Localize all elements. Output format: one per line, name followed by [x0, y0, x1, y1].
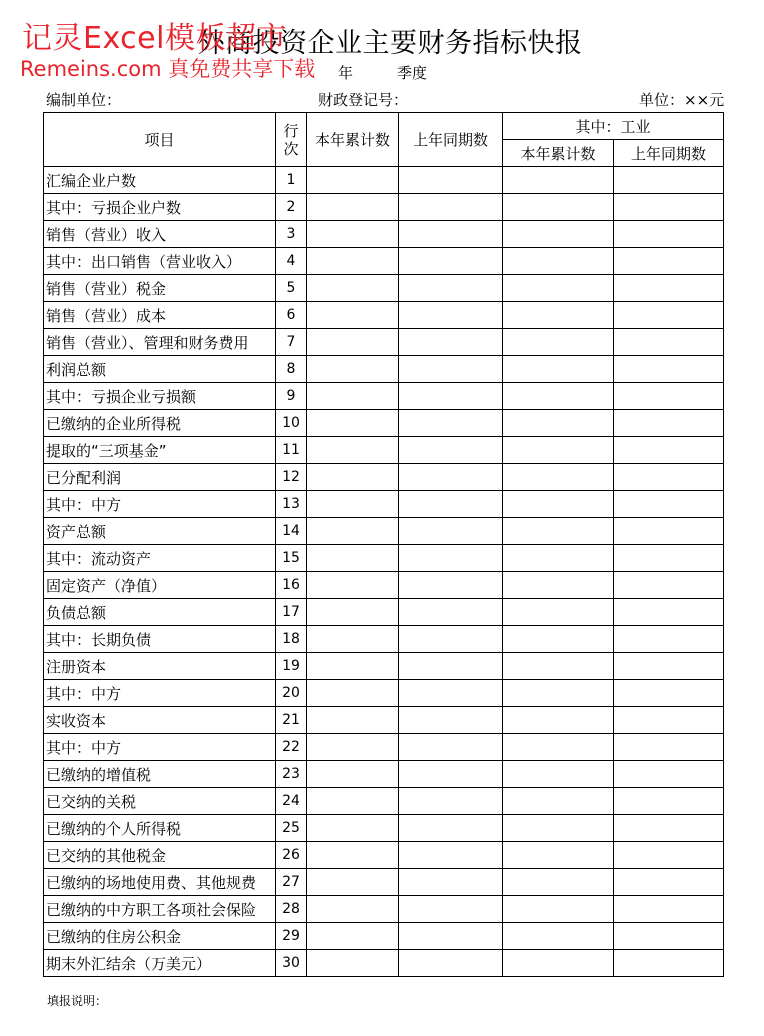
watermark-line2: Remeins.com 真免费共享下载	[20, 57, 316, 81]
value-industry-cumulative-cell[interactable]	[503, 815, 614, 842]
table-row	[44, 653, 724, 680]
value-prev-period-cell[interactable]	[399, 680, 503, 707]
value-industry-prev-period-cell[interactable]	[614, 788, 724, 815]
table-row	[44, 950, 724, 977]
row-line-number: 19	[276, 653, 307, 680]
value-industry-cumulative-cell[interactable]	[503, 896, 614, 923]
value-industry-cumulative-cell[interactable]	[503, 329, 614, 356]
value-industry-prev-period-cell[interactable]	[614, 572, 724, 599]
row-line-number: 28	[276, 896, 307, 923]
table-row	[44, 680, 724, 707]
row-label: 销售（营业）税金	[44, 275, 276, 302]
row-label: 提取的“三项基金”	[44, 437, 276, 464]
value-industry-prev-period-cell[interactable]	[614, 950, 724, 977]
value-industry-cumulative-cell[interactable]	[503, 545, 614, 572]
value-cumulative-cell[interactable]	[307, 761, 399, 788]
value-industry-cumulative-cell[interactable]	[503, 842, 614, 869]
value-cumulative-cell[interactable]	[307, 356, 399, 383]
value-prev-period-cell[interactable]	[399, 491, 503, 518]
value-industry-prev-period-cell[interactable]	[614, 680, 724, 707]
row-label: 已交纳的关税	[44, 788, 276, 815]
row-line-number: 27	[276, 869, 307, 896]
value-industry-cumulative-cell[interactable]	[503, 950, 614, 977]
row-label: 其中：长期负债	[44, 626, 276, 653]
table-row	[44, 302, 724, 329]
row-label: 负债总额	[44, 599, 276, 626]
value-prev-period-cell[interactable]	[399, 599, 503, 626]
value-cumulative-cell[interactable]	[307, 302, 399, 329]
value-prev-period-cell[interactable]	[399, 464, 503, 491]
value-industry-cumulative-cell[interactable]	[503, 410, 614, 437]
row-line-number: 30	[276, 950, 307, 977]
unit-org-label: 编制单位：	[46, 91, 122, 109]
row-label: 汇编企业户数	[44, 167, 276, 194]
value-industry-prev-period-cell[interactable]	[614, 410, 724, 437]
table-row	[44, 491, 724, 518]
row-label: 已缴纳的住房公积金	[44, 923, 276, 950]
value-industry-cumulative-cell[interactable]	[503, 275, 614, 302]
value-prev-period-cell[interactable]	[399, 545, 503, 572]
header-item: 项目	[44, 113, 276, 167]
row-label: 已交纳的其他税金	[44, 842, 276, 869]
value-industry-prev-period-cell[interactable]	[614, 653, 724, 680]
value-industry-cumulative-cell[interactable]	[503, 653, 614, 680]
table-row	[44, 923, 724, 950]
value-cumulative-cell[interactable]	[307, 707, 399, 734]
row-line-number: 20	[276, 680, 307, 707]
value-cumulative-cell[interactable]	[307, 437, 399, 464]
row-label: 其中：中方	[44, 491, 276, 518]
value-industry-prev-period-cell[interactable]	[614, 545, 724, 572]
header-prev-period: 上年同期数	[399, 113, 503, 167]
value-prev-period-cell[interactable]	[399, 869, 503, 896]
value-prev-period-cell[interactable]	[399, 653, 503, 680]
row-label: 已缴纳的个人所得税	[44, 815, 276, 842]
value-cumulative-cell[interactable]	[307, 653, 399, 680]
row-line-number: 7	[276, 329, 307, 356]
value-prev-period-cell[interactable]	[399, 923, 503, 950]
row-label: 其中：出口销售（营业收入）	[44, 248, 276, 275]
value-prev-period-cell[interactable]	[399, 437, 503, 464]
value-industry-cumulative-cell[interactable]	[503, 383, 614, 410]
reg-no-label: 财政登记号：	[318, 91, 409, 109]
header-cumulative: 本年累计数	[307, 113, 399, 167]
row-label: 固定资产（净值）	[44, 572, 276, 599]
row-label: 资产总额	[44, 518, 276, 545]
value-prev-period-cell[interactable]	[399, 410, 503, 437]
value-cumulative-cell[interactable]	[307, 194, 399, 221]
row-label: 其中：中方	[44, 734, 276, 761]
table-row	[44, 167, 724, 194]
row-label: 已分配利润	[44, 464, 276, 491]
table-row	[44, 410, 724, 437]
value-prev-period-cell[interactable]	[399, 356, 503, 383]
table-row	[44, 896, 724, 923]
row-label: 期末外汇结余（万美元）	[44, 950, 276, 977]
value-industry-prev-period-cell[interactable]	[614, 248, 724, 275]
table-row	[44, 626, 724, 653]
currency-unit-label: 单位：××元	[639, 91, 725, 109]
table-row	[44, 518, 724, 545]
table-row	[44, 194, 724, 221]
value-industry-prev-period-cell[interactable]	[614, 491, 724, 518]
value-industry-cumulative-cell[interactable]	[503, 464, 614, 491]
value-cumulative-cell[interactable]	[307, 680, 399, 707]
value-industry-prev-period-cell[interactable]	[614, 437, 724, 464]
value-industry-prev-period-cell[interactable]	[614, 707, 724, 734]
row-line-number: 15	[276, 545, 307, 572]
row-line-number: 8	[276, 356, 307, 383]
value-industry-prev-period-cell[interactable]	[614, 518, 724, 545]
table-row	[44, 221, 724, 248]
value-prev-period-cell[interactable]	[399, 302, 503, 329]
value-industry-cumulative-cell[interactable]	[503, 572, 614, 599]
row-line-number: 16	[276, 572, 307, 599]
value-industry-cumulative-cell[interactable]	[503, 194, 614, 221]
row-label: 实收资本	[44, 707, 276, 734]
table-row	[44, 248, 724, 275]
value-industry-prev-period-cell[interactable]	[614, 329, 724, 356]
row-label: 其中：中方	[44, 680, 276, 707]
table-row	[44, 545, 724, 572]
row-label: 其中：亏损企业亏损额	[44, 383, 276, 410]
value-industry-prev-period-cell[interactable]	[614, 842, 724, 869]
table-row	[44, 842, 724, 869]
row-label: 其中：流动资产	[44, 545, 276, 572]
row-line-number: 14	[276, 518, 307, 545]
value-prev-period-cell[interactable]	[399, 518, 503, 545]
row-line-number: 2	[276, 194, 307, 221]
value-cumulative-cell[interactable]	[307, 410, 399, 437]
value-industry-cumulative-cell[interactable]	[503, 491, 614, 518]
row-line-number: 4	[276, 248, 307, 275]
value-prev-period-cell[interactable]	[399, 194, 503, 221]
value-industry-prev-period-cell[interactable]	[614, 923, 724, 950]
value-cumulative-cell[interactable]	[307, 221, 399, 248]
table-row	[44, 329, 724, 356]
value-industry-cumulative-cell[interactable]	[503, 518, 614, 545]
value-cumulative-cell[interactable]	[307, 734, 399, 761]
header-industry-cumulative: 本年累计数	[503, 140, 614, 167]
year-label: 年	[338, 64, 354, 82]
table-row	[44, 815, 724, 842]
value-industry-prev-period-cell[interactable]	[614, 896, 724, 923]
value-cumulative-cell[interactable]	[307, 329, 399, 356]
row-line-number: 17	[276, 599, 307, 626]
value-cumulative-cell[interactable]	[307, 923, 399, 950]
table-row	[44, 383, 724, 410]
quarter-label: 季度	[397, 64, 428, 82]
row-line-number: 24	[276, 788, 307, 815]
value-cumulative-cell[interactable]	[307, 599, 399, 626]
header-industry-prev-period: 上年同期数	[614, 140, 724, 167]
value-prev-period-cell[interactable]	[399, 275, 503, 302]
value-prev-period-cell[interactable]	[399, 221, 503, 248]
row-line-number: 5	[276, 275, 307, 302]
page-title: 外商投资企业主要财务指标快报	[197, 28, 583, 59]
value-prev-period-cell[interactable]	[399, 896, 503, 923]
header-line-no-text: 行 次	[283, 121, 299, 158]
value-industry-cumulative-cell[interactable]	[503, 437, 614, 464]
table-row	[44, 707, 724, 734]
watermark-line1: 记灵Excel模板超市	[22, 21, 287, 56]
row-label: 销售（营业）、管理和财务费用	[44, 329, 276, 356]
value-cumulative-cell[interactable]	[307, 167, 399, 194]
table-row	[44, 437, 724, 464]
value-cumulative-cell[interactable]	[307, 896, 399, 923]
value-prev-period-cell[interactable]	[399, 761, 503, 788]
row-label: 已缴纳的中方职工各项社会保险	[44, 896, 276, 923]
row-line-number: 11	[276, 437, 307, 464]
value-industry-prev-period-cell[interactable]	[614, 815, 724, 842]
value-cumulative-cell[interactable]	[307, 842, 399, 869]
value-industry-prev-period-cell[interactable]	[614, 599, 724, 626]
row-label: 利润总额	[44, 356, 276, 383]
value-cumulative-cell[interactable]	[307, 545, 399, 572]
header-line-no	[276, 113, 307, 167]
value-cumulative-cell[interactable]	[307, 788, 399, 815]
row-line-number: 12	[276, 464, 307, 491]
value-industry-prev-period-cell[interactable]	[614, 761, 724, 788]
value-prev-period-cell[interactable]	[399, 572, 503, 599]
table-row	[44, 572, 724, 599]
value-cumulative-cell[interactable]	[307, 491, 399, 518]
row-line-number: 26	[276, 842, 307, 869]
value-industry-cumulative-cell[interactable]	[503, 869, 614, 896]
table-row	[44, 869, 724, 896]
value-prev-period-cell[interactable]	[399, 950, 503, 977]
value-cumulative-cell[interactable]	[307, 464, 399, 491]
value-industry-cumulative-cell[interactable]	[503, 356, 614, 383]
value-cumulative-cell[interactable]	[307, 815, 399, 842]
value-prev-period-cell[interactable]	[399, 815, 503, 842]
table-row	[44, 761, 724, 788]
row-line-number: 18	[276, 626, 307, 653]
value-industry-cumulative-cell[interactable]	[503, 707, 614, 734]
value-prev-period-cell[interactable]	[399, 383, 503, 410]
value-industry-cumulative-cell[interactable]	[503, 248, 614, 275]
value-industry-prev-period-cell[interactable]	[614, 734, 724, 761]
row-line-number: 22	[276, 734, 307, 761]
row-label: 已缴纳的场地使用费、其他规费	[44, 869, 276, 896]
value-industry-cumulative-cell[interactable]	[503, 302, 614, 329]
value-cumulative-cell[interactable]	[307, 518, 399, 545]
value-industry-cumulative-cell[interactable]	[503, 167, 614, 194]
value-prev-period-cell[interactable]	[399, 329, 503, 356]
value-cumulative-cell[interactable]	[307, 626, 399, 653]
table-row	[44, 464, 724, 491]
row-label: 已缴纳的增值税	[44, 761, 276, 788]
row-line-number: 13	[276, 491, 307, 518]
table-row	[44, 788, 724, 815]
value-prev-period-cell[interactable]	[399, 842, 503, 869]
value-industry-cumulative-cell[interactable]	[503, 680, 614, 707]
row-line-number: 3	[276, 221, 307, 248]
table-row	[44, 356, 724, 383]
row-label: 销售（营业）收入	[44, 221, 276, 248]
value-prev-period-cell[interactable]	[399, 788, 503, 815]
row-line-number: 1	[276, 167, 307, 194]
value-prev-period-cell[interactable]	[399, 248, 503, 275]
value-industry-cumulative-cell[interactable]	[503, 626, 614, 653]
row-line-number: 29	[276, 923, 307, 950]
value-industry-prev-period-cell[interactable]	[614, 869, 724, 896]
value-industry-prev-period-cell[interactable]	[614, 383, 724, 410]
row-label: 已缴纳的企业所得税	[44, 410, 276, 437]
value-prev-period-cell[interactable]	[399, 167, 503, 194]
value-industry-cumulative-cell[interactable]	[503, 599, 614, 626]
row-label: 注册资本	[44, 653, 276, 680]
value-cumulative-cell[interactable]	[307, 248, 399, 275]
value-prev-period-cell[interactable]	[399, 707, 503, 734]
row-line-number: 6	[276, 302, 307, 329]
value-industry-cumulative-cell[interactable]	[503, 923, 614, 950]
value-cumulative-cell[interactable]	[307, 275, 399, 302]
row-line-number: 21	[276, 707, 307, 734]
value-industry-prev-period-cell[interactable]	[614, 194, 724, 221]
footer-note: 填报说明：	[47, 994, 108, 1008]
table-row	[44, 734, 724, 761]
value-industry-cumulative-cell[interactable]	[503, 788, 614, 815]
table-row	[44, 599, 724, 626]
row-line-number: 10	[276, 410, 307, 437]
row-line-number: 23	[276, 761, 307, 788]
value-industry-prev-period-cell[interactable]	[614, 626, 724, 653]
value-industry-prev-period-cell[interactable]	[614, 464, 724, 491]
value-industry-prev-period-cell[interactable]	[614, 302, 724, 329]
value-industry-cumulative-cell[interactable]	[503, 734, 614, 761]
row-line-number: 25	[276, 815, 307, 842]
header-industry-group: 其中：工业	[503, 113, 724, 140]
value-industry-cumulative-cell[interactable]	[503, 221, 614, 248]
value-industry-prev-period-cell[interactable]	[614, 356, 724, 383]
row-label: 其中：亏损企业户数	[44, 194, 276, 221]
table-row	[44, 275, 724, 302]
row-label: 销售（营业）成本	[44, 302, 276, 329]
value-prev-period-cell[interactable]	[399, 626, 503, 653]
value-cumulative-cell[interactable]	[307, 572, 399, 599]
value-cumulative-cell[interactable]	[307, 383, 399, 410]
financial-indicators-table	[43, 112, 724, 977]
value-cumulative-cell[interactable]	[307, 869, 399, 896]
value-cumulative-cell[interactable]	[307, 950, 399, 977]
value-industry-prev-period-cell[interactable]	[614, 221, 724, 248]
value-prev-period-cell[interactable]	[399, 734, 503, 761]
value-industry-prev-period-cell[interactable]	[614, 275, 724, 302]
value-industry-prev-period-cell[interactable]	[614, 167, 724, 194]
value-industry-cumulative-cell[interactable]	[503, 761, 614, 788]
row-line-number: 9	[276, 383, 307, 410]
